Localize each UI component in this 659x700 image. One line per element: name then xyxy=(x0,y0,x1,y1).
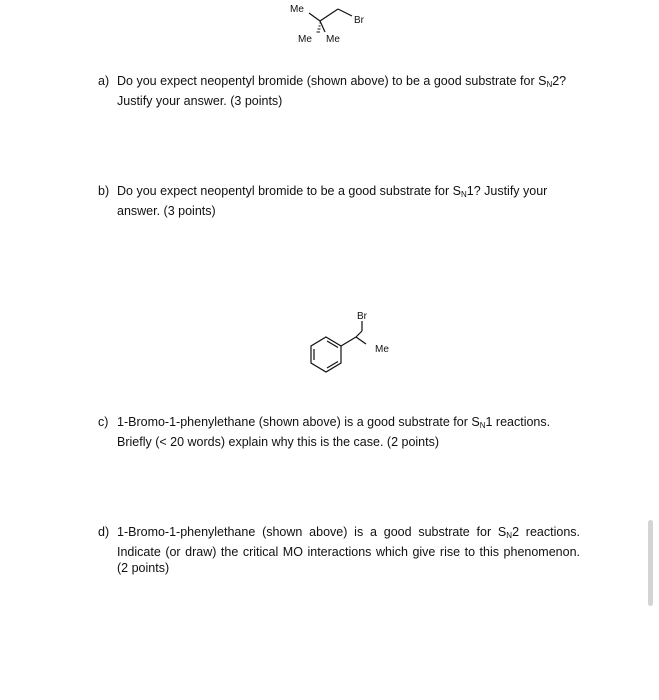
bond-ch2-br xyxy=(338,9,352,16)
question-d xyxy=(98,524,580,576)
bond-me-quaternary xyxy=(309,13,320,21)
atom-label-me-left: Me xyxy=(298,34,312,45)
neopentyl-bromide-structure xyxy=(280,0,380,48)
question-c-letter: c) xyxy=(98,415,109,429)
bond-carbon-me xyxy=(356,337,366,344)
atom-label-br: Br xyxy=(357,311,367,322)
atom-label-br: Br xyxy=(354,15,364,26)
question-a xyxy=(98,73,580,109)
atom-label-me-top: Me xyxy=(290,4,304,15)
bond-quaternary-me-right xyxy=(320,21,325,32)
question-d-text: 1-Bromo-1-phenylethane (shown above) is a good substrate for $S_N2$ reactions. Indicate (or draw) the critical MO interactions which give rise to this phenomenon. (2 points) xyxy=(117,525,581,575)
question-b-text: Do you expect neopentyl bromide to be a good substrate for $S_N1$? Justify your answer. (3 points) xyxy=(117,184,548,218)
hashed-wedge-bond xyxy=(317,23,321,32)
question-c xyxy=(98,414,580,450)
atom-label-me: Me xyxy=(375,344,389,355)
question-a-letter: a) xyxy=(98,74,110,88)
vertical-scrollbar[interactable] xyxy=(648,520,653,606)
question-c-text: 1-Bromo-1-phenylethane (shown above) is a good substrate for $S_N1$ reactions. Briefly (< 20 words) explain why this is the case. (2 points) xyxy=(117,415,551,449)
question-b-letter: b) xyxy=(98,184,110,198)
bond-quaternary-ch2 xyxy=(320,9,338,21)
question-a-text: Do you expect neopentyl bromide (shown above) to be a good substrate for $S_N2$? Justify your answer. (3 points) xyxy=(117,74,567,108)
benzene-ring xyxy=(311,337,341,372)
bromophenylethane-structure xyxy=(300,305,400,390)
bond-carbon-br-link xyxy=(356,331,362,337)
atom-label-me-right: Me xyxy=(326,34,340,45)
question-b xyxy=(98,183,580,219)
question-d-letter: d) xyxy=(98,525,110,539)
bond-ring-chiral-carbon xyxy=(341,337,356,346)
